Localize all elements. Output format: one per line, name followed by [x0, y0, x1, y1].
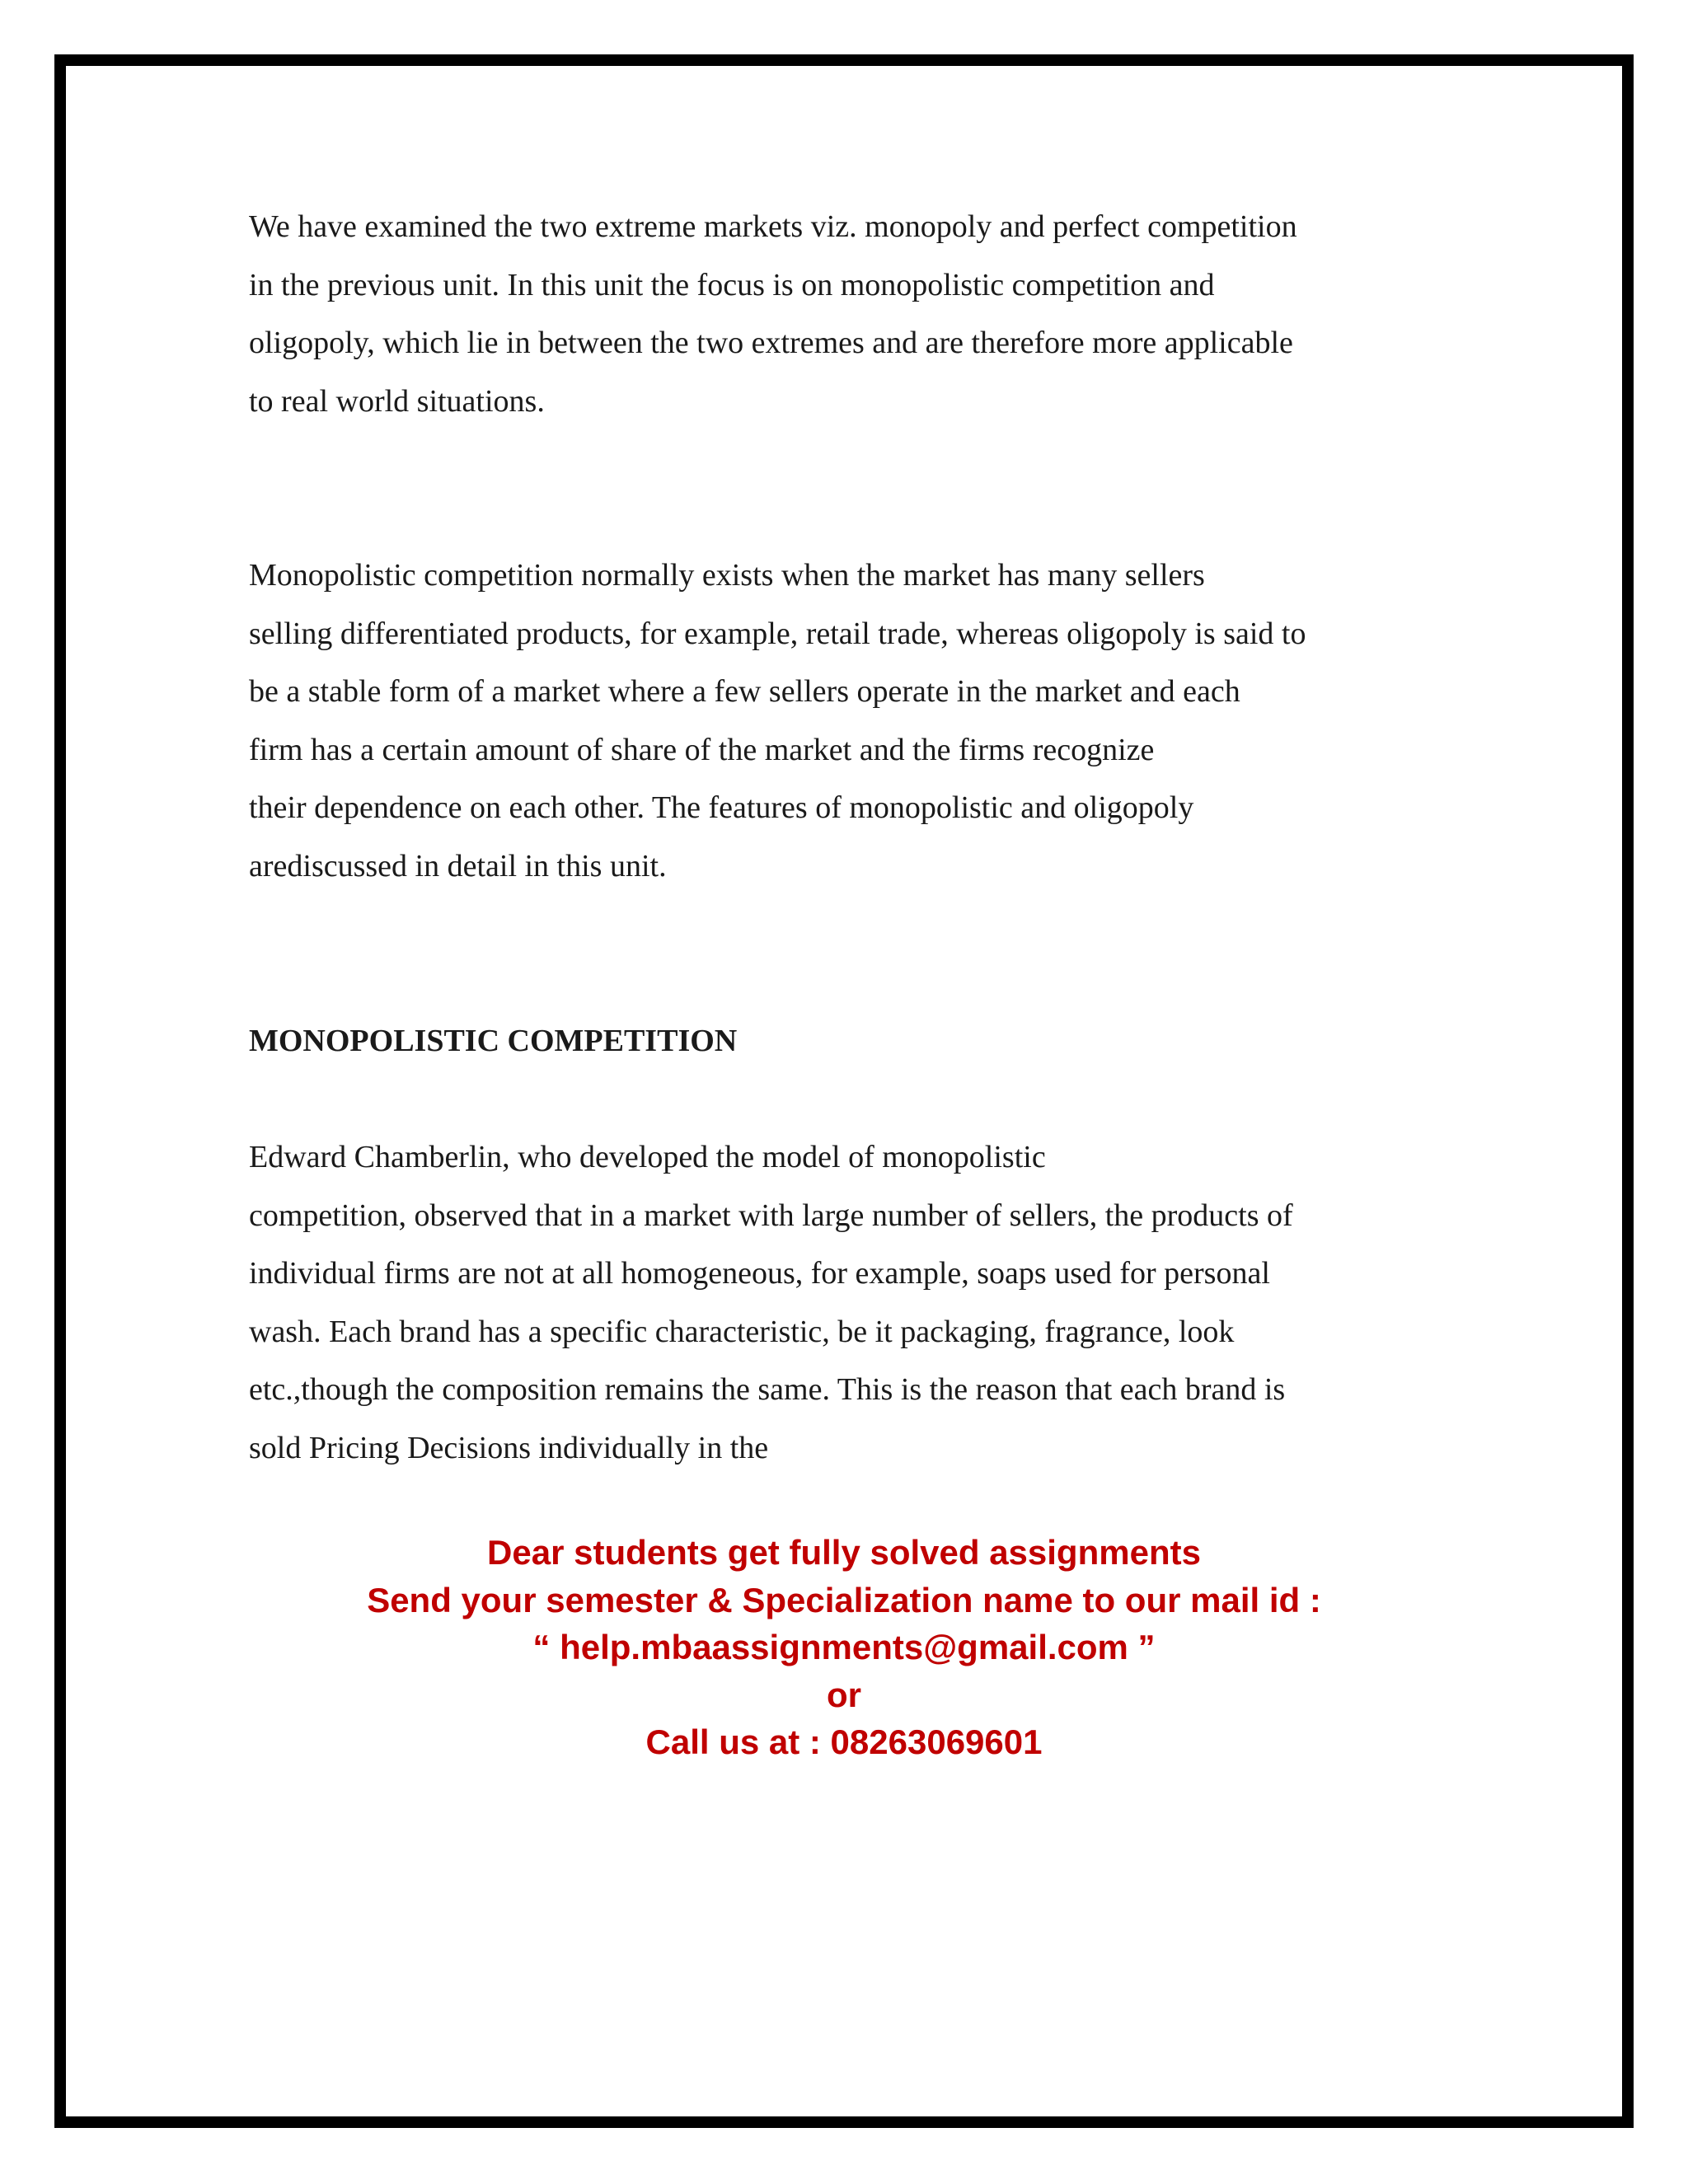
- promo-headline: Dear students get fully solved assignments: [487, 1533, 1201, 1572]
- market-types-paragraph: Monopolistic competition normally exists when the market has many sellers selling differentiated products, for example, retail trade, whereas oligopoly is said to be a stable form of a market where a few sellers operate in the market and each firm has a certain amount of share of the market and the firms recognize their dependence on each other. The features of monopolistic and oligopoly arediscussed in detail in this unit.: [249, 558, 1306, 883]
- intro-paragraph: We have examined the two extreme markets viz. monopoly and perfect competition in the previous unit. In this unit the focus is on monopolistic competition and oligopoly, which lie in between the two extremes and are therefore more applicable to real world situations.: [249, 209, 1297, 419]
- section-heading: MONOPOLISTIC COMPETITION: [249, 1024, 738, 1058]
- promo-banner: [0, 1529, 1688, 1766]
- chamberlin-paragraph: Edward Chamberlin, who developed the model of monopolistic competition, observed that in a market with large number of sellers, the products of individual firms are not at all homogeneous, for example, soaps used for personal wash. Each brand has a specific characteristic, be it packaging, fragrance, look etc.,though the composition remains the same. This is the reason that each brand is sold Pricing Decisions individually in the: [249, 1140, 1293, 1465]
- promo-instructions: Send your semester & Specialization name to our mail id :: [367, 1580, 1321, 1619]
- promo-or: or: [827, 1675, 861, 1714]
- promo-email: “ help.mbaassignments@gmail.com ”: [532, 1628, 1156, 1666]
- promo-phone: Call us at : 08263069601: [645, 1722, 1043, 1761]
